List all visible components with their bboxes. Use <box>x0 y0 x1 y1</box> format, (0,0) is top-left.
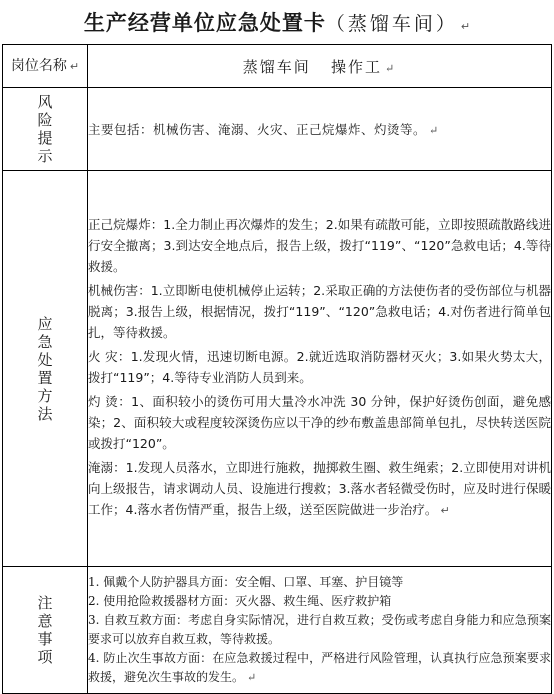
document-title <box>0 6 554 40</box>
response-item-mechanical-injury: 机械伤害：1.立即断电使机械停止运转；2.采取正确的方法使伤者的受伤部位与机器脱离；3.报告上级，根据情况，拨打“119”、“120”急救电话；4.对伤者进行简单包扎，等待救援。 <box>88 282 551 340</box>
post-name-value-cell <box>88 45 552 88</box>
risk-content-cell <box>88 88 552 171</box>
risk-label-cell <box>3 88 88 171</box>
notes-label-cell <box>3 567 88 694</box>
notes-item-self-rescue: 3. 自救互救方面：考虑自身实际情况，进行自救互救；受伤或考虑自身能力和应急预案要求可以放弃自救互救，等待救援。 <box>88 613 551 646</box>
post-name-value: 蒸馏车间 操作工 <box>242 57 383 76</box>
post-name-label-cell <box>3 45 88 88</box>
risk-content: 主要包括：机械伤害、淹溺、火灾、正己烷爆炸、灼烫等。 <box>88 122 427 137</box>
title-subtitle: （蒸馏车间） <box>325 13 458 35</box>
paragraph-mark-icon: ↵ <box>460 20 471 33</box>
response-content-cell <box>88 171 552 567</box>
post-name-label: 岗位名称 <box>10 57 67 74</box>
risk-label: 风险提示 <box>37 93 53 165</box>
notes-item-ppe: 1. 佩戴个人防护器具方面：安全帽、口罩、耳塞、护目镜等 <box>88 575 404 589</box>
emergency-card-table <box>2 44 552 694</box>
table-row-response <box>3 171 552 567</box>
table-row-post <box>3 45 552 88</box>
response-item-drowning: 淹溺：1.发现人员落水，立即进行施救，抛掷救生圈、救生绳索；2.立即使用对讲机向上级报告，请求调动人员、设施进行搜救；3.落水者轻微受伤时，应及时进行保暖工作；4.落水者伤情严重，报告上级，送至医院做进一步治疗。 <box>88 459 551 517</box>
table-row-notes <box>3 567 552 694</box>
notes-label: 注意事项 <box>37 594 53 666</box>
paragraph-mark-icon: ↵ <box>429 124 439 137</box>
notes-content-cell <box>88 567 552 694</box>
response-label: 应急处置方法 <box>37 314 53 423</box>
response-item-fire: 火 灾：1.发现火情，迅速切断电源。2.就近选取消防器材灭火；3.如果火势太大，拨打“119”；4.等待专业消防人员到来。 <box>88 348 551 385</box>
notes-item-equipment: 2. 使用抢险救援器材方面：灭火器、救生绳、医疗救护箱 <box>88 594 392 608</box>
notes-item-secondary-accidents: 4. 防止次生事故方面：在应急救援过程中，严格进行风险管理，认真执行应急预案要求救援，避免次生事故的发生。 <box>88 651 551 684</box>
paragraph-mark-icon: ↵ <box>247 671 257 684</box>
paragraph-mark-icon: ↵ <box>385 61 397 75</box>
paragraph-mark-icon: ↵ <box>440 503 450 517</box>
table-row-risk <box>3 88 552 171</box>
response-label-cell <box>3 171 88 567</box>
paragraph-mark-icon: ↵ <box>69 59 80 73</box>
title-main: 生产经营单位应急处置卡 <box>83 11 326 35</box>
response-item-explosion: 正己烷爆炸：1.全力制止再次爆炸的发生；2.如果有疏散可能，立即按照疏散路线进行安全撤离；3.到达安全地点后，报告上级，拨打“119”、“120”急救电话；4.等待救援。 <box>88 216 551 274</box>
response-item-burn: 灼 烫：1、面积较小的烫伤可用大量冷水冲洗 30 分钟，保护好烫伤创面，避免感染；2、面积较大或程度较深烫伤应以干净的纱布敷盖患部简单包扎，尽快转送医院或拨打“120”。 <box>88 393 551 451</box>
